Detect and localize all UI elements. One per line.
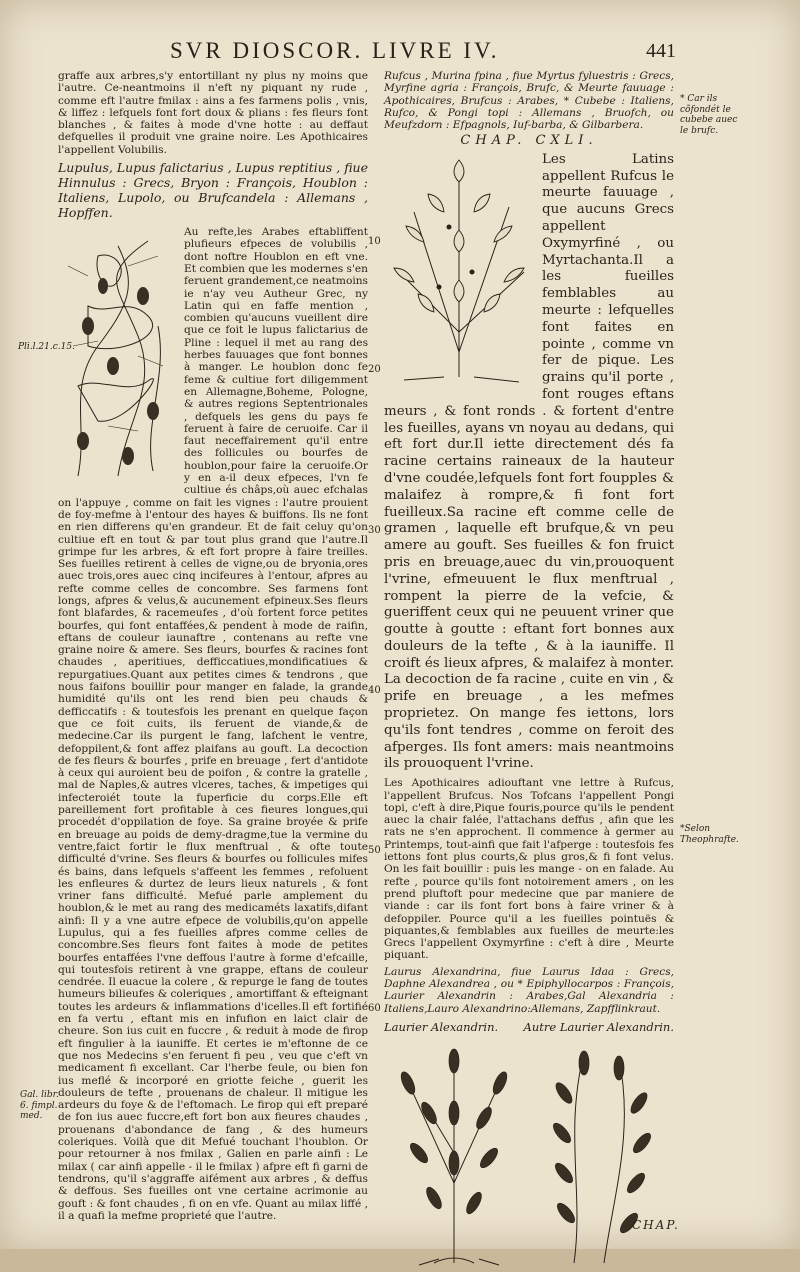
catchword: CHAP. [632,1218,680,1232]
running-head: SVR DIOSCOR. LIVRE IV. [170,38,500,63]
apothecaries-paragraph: Les Apothicaires adiouftant vne lettre à Rufcus, l'appellent Brufcus. Nos Tofcans l'appellent Pongi topi, c'eft à dire,Pique fouris,pource qu'ils le pendent auec la chair falée, l'attachans deffus , afin que les rats ne s'en approchent. Il commence à germer au Printemps, tout-ainfi que fait l'afperge : toutesfois fes iettons font plus courts,& plus gros,& fi font velus. On les fait bouillir : puis les mange - on en falade. Au refte , pource qu'ils font notoirement amers , on les prend pluftoft pour medecine que par maniere de viande : car ils font fort bons à faire vriner & à defoppiler. Pource qu'il a les fueilles pointuës & piquantes,& femblables aux fueilles de meurte:les Grecs l'appellent Oxymyrfine : c'eft à dire , Meurte piquant. [384,777,674,962]
line-number: 10 [368,236,381,247]
right-column [384,70,674,1272]
page-number: 441 [646,40,676,62]
laurel-caption-right: Autre Laurier Alexandrin. [523,1019,674,1034]
line-number: 60 [368,1003,381,1014]
lupulus-body-paragraph: Au refte,les Arabes eftabliffent plufieurs efpeces de volubilis , dont noftre Houblon en eft vne. Et combien que les modernes s'en feruent grandement,ce neatmoins ie n'ay veu Autheur Grec, ny Latin qui en faffe mention , combien qu'aucuns vueillent dire que ce foit le lupus falictarius de Pline : lequel il met au rang des herbes fauuages que font bonnes à manger. Le houblon donc fe feme & cultiue fort diligemment en Allemagne,Boheme, Pologne, & autres regions Septentrionales , defquels les gens du pays fe feruent à faire de ceruoife. Car il faut neceffairement qu'il entre des follicules ou bourfes de houblon,pour faire la ceruoife.Or y en a-il deux efpeces, l'vn fe cultiue és châps,où auec efchalas on l'appuye , comme on fait les vignes : l'autre prouient de foy-mefme à l'entour des hayes & buiffons. Ils ne font en rien differens qu'en grandeur. Et de fait celuy qu'on cultiue eft en tout & par tout plus grand que l'autre.Il grimpe fur les arbres, & eft fort propre à faire treilles. Ses fueilles retirent à celles de vigne,ou de bryonia,ores auec trois,ores auec cinq incifeures à l'entour, afpres au refte comme celles de concombre. Ses farmens font longs, afpres & velus,& aucunement efpineux.Ses fleurs font blafardes, & racemeufes , d'où fortent force petites bourfes, qui font entaffées,& pendent à mode de raifin, eftans de couleur iaunaftre , contenans au refte vne graine noire & amere. Ses fleurs, bourfes & racines font chaudes , aperitiues, defficcatiues,mondificatiues & repurgatiues.Quant aux petites cimes & tendrons , que nous faifons bouillir pour manger en falade, la grande humidité qu'ils ont les rend bien peu chauds & defficcatifs : & toutesfois les prenant en quelque façon que ce foit cuits, ils feruent de viande,& de medecine.Car ils purgent le fang, lafchent le ventre, defoppilent,& font affez plaifans au gouft. La decoction de fes fleurs & bourfes , prife en breuage , fert d'antidote à ceux qui auroient beu de poifon , & contre la gratelle , mal de Naples,& autres vlceres, taches, & impetiges qui infecteroiét toute la fuperficie du corps.Elle eft pareillement fort profitable à ces fieures longues,qui procedét d'oppilation de foye. Sa graine broyée & prife en breuage au poids de demy-dragme,tue la vermine du ventre,faict fortir le flux menftrual , & ofte toute difficulté d'vrine. Ses fleurs & bourfes ou follicules mifes és bains, dans lefquels s'affeent les femmes , refoluent les enfleures & durtez de leurs lieux naturels , & font vriner fans difficulté. Mefué parle amplement du houblon,& le met au rang des medicaméts laxatifs,difant ainfi: Il y a vne autre efpece de volubilis,qu'on appelle Lupulus, qui a fes fueilles afpres comme celles de concombre.Ses fleurs font faites à mode de petites bourfes entaffées l'vne deffous l'autre à forme d'efcaille, qui toutesfois retirent à vne grappe, eftans de couleur cendrée. Il euacue la colere , & repurge le fang de toutes humeurs bilieufes & coleriques , amortiffant & efteignant toutes les ardeurs & inflammations d'icelles.Il eft fortifié en fa vertu , eftant mis en infufion en laict clair de cheure. Son ius cuit en fuccre , & reduit à mode de firop eft fingulier à la iauniffe. Et certes ie m'eftonne de ce que nos Medecins s'en feruent fi peu , veu que c'eft vn medicament fi excellant. Car l'herbe feule, ou bien fon ius meflé & incorporé en griotte feiche , guerit les douleurs de tefte , prouenans de chaleur. Il mitigue les ardeurs du foye & de l'eftomach. Le firop qui eft preparé de fon ius auec fuccre,eft fort bon aux fieures chaudes , prouenans d'abondance de fang , & des humeurs coleriques. Voilà que dit Mefué touchant l'houblon. Or pour retourner à nos fmilax , Galien en parle ainfi : Le milax ( car ainfi appelle - il le fmilax ) afpre eft fi garni de tendrons, qu'il s'aggraffe aifément aux arbres , & deffus & deffous. Ses fueilles ont vne certaine acrimonie au gouft : & font chaudes , fi on en vfe. Quant au milax liffé , il a quafi la mefme proprieté que l'autre. [58,226,368,1222]
laurel-figure-left [384,1021,522,1272]
chapter-heading: CHAP. CXLI. [460,133,598,149]
laurel-caption-left: Laurier Alexandrin. [384,1019,499,1034]
laurel-illustration-right [524,1033,662,1268]
laurel-figure-right [524,1021,674,1272]
smilax-intro-paragraph: graffe aux arbres,s'y entortillant ny plus ny moins que l'autre. Ce-neantmoins il n'eft ny piquant ny rude , comme eft l'autre fmilax : ains a fes farmens polis , vnis, & liffez : lefquels font fort doux & plians : fes fleurs font blanches , & faites à mode d'vne hotte : au deffaut defquelles il produit vne graine noire. Les Apothicaires l'appellent Volubilis. [58,70,368,156]
lupulus-heading: Lupulus, Lupus falictarius , Lupus reptitius , fiue Hinnulus : Grecs, Bryon : François, Houblon : Italiens, Lupolo, ou Brufcandela : Allemans , Hopffen. [58,160,368,221]
margin-note-galien: Gal. libr. 6. fimpl. med. [20,1090,59,1121]
left-column [58,70,368,1226]
margin-note-cubebe: * Car ils cõfondét le cubebe auec le brufc. [680,94,738,136]
laurel-illustration-left [384,1033,522,1268]
laurel-figures [384,1021,674,1272]
ruscus-body-paragraph: Les Latins appellent Rufcus le meurte fauuage , que aucuns Grecs appellent Oxymyrfiné , ou Myrtachanta.Il a les fueilles femblables au meurte : lefquelles font faites en pointe , comme vn fer de pique. Les grains qu'il porte , font rouges eftans meurs , & font ronds . & fortent d'entre les fueilles, ayans vn noyau au dedans, qui eft fort dur.Il iette directement dés fa racine certains raineaux de la hauteur d'vne coudée,lefquels font fort foupples & malaifez à rompre,& fi font fort fueilleux.Sa racine eft comme celle de gramen , laquelle eft brufque,& vn peu amere au gouft. Ses fueilles & fon fruict pris en breuage,auec du vin,prouoquent l'vrine, efmeuuent le flux menftrual , rompent la pierre de la vefcie, & gueriffent ceux qui ne peuuent vriner que goutte à goutte : eftant fort bonnes aux douleurs de la tefte , & à la iauniffe. Il croift és lieux afpres, & malaifez à monter. La decoction de fa racine , cuite en vin , & prife en breuage , a les mefmes proprietez. On mange fes iettons, lors qu'ils font tendres , comme on feroit des afperges. Ils font amers: mais neantmoins ils prouoquent l'vrine. [384,151,674,772]
ruscus-synonyms: Rufcus , Murina fpina , fiue Myrtus fyluestris : Grecs, Myrfine agria : François, Brufc, & Meurte fauuage : Apothicaires, Brufcus : Arabes, * Cubebe : Italiens, Rufco, & Pongi topi : Allemans , Bruofch, ou Meufzdorn : Efpagnols, Iuf-barba, & Gilbarbera. [384,70,674,132]
margin-note-theophraste: *Selon Theophrafte. [680,824,739,845]
line-number: 20 [368,364,381,375]
margin-note-pliny: Pli.l.21.c.15. [18,342,75,352]
ruscus-plant-illustration [384,152,534,384]
line-number: 40 [368,685,381,696]
laurus-heading: Laurus Alexandrina, fiue Laurus Idaa : Grecs, Daphne Alexandrea , ou * Epiphyllocarpos : François, Laurier Alexandrin : Arabes,Gal Alexandria : Italiens,Lauro Alexandrino:Allemans, Zapfflinkraut. [384,965,674,1015]
hop-plant-illustration [58,226,176,488]
line-number: 30 [368,525,381,536]
line-number: 50 [368,845,381,856]
